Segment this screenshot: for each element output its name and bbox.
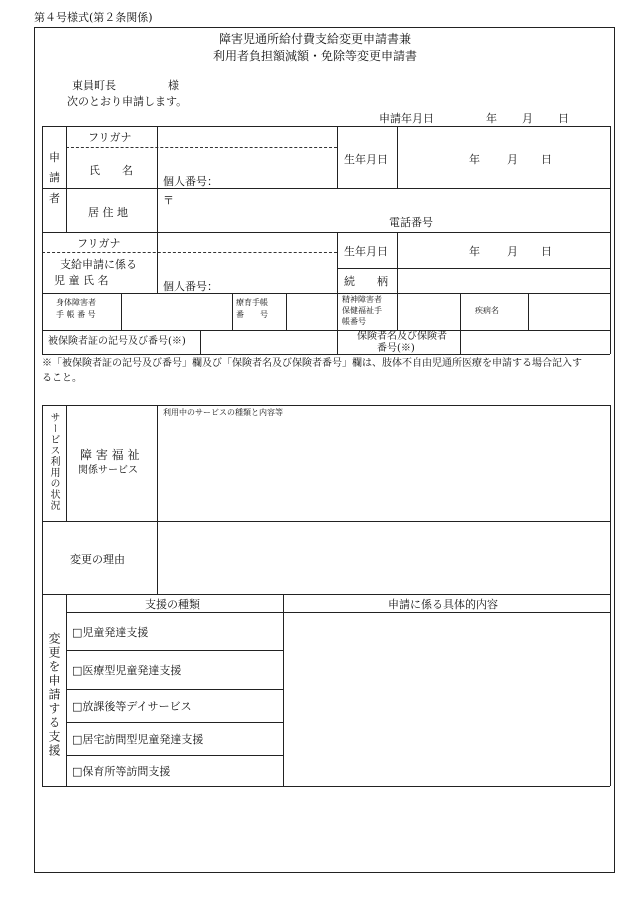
table-left-line bbox=[42, 126, 43, 354]
note-line2: ること。 bbox=[42, 373, 82, 384]
support-section-label: 変更を申請する支援 bbox=[47, 632, 61, 758]
application-day-unit: 日 bbox=[558, 112, 569, 125]
child-relationship-label: 続 柄 bbox=[344, 275, 388, 288]
support-option-5[interactable]: □保育所等訪問支援 bbox=[72, 765, 171, 778]
applicant-birth-day: 日 bbox=[541, 153, 552, 166]
form-number: 第４号様式(第２条関係) bbox=[34, 11, 153, 24]
vline-hb-1 bbox=[121, 293, 122, 330]
service-category-line2: 関係サービス bbox=[78, 465, 138, 476]
line-applicant-furigana bbox=[66, 147, 337, 148]
child-birth-month: 月 bbox=[507, 245, 518, 258]
vline-ins-2 bbox=[337, 330, 338, 354]
applicant-label-3: 者 bbox=[49, 192, 60, 205]
child-birth-year: 年 bbox=[469, 245, 480, 258]
child-furigana-label: フリガナ bbox=[77, 237, 121, 250]
reason-bottom-line bbox=[42, 594, 610, 595]
insurance-card-label: 被保険者証の記号及び番号(※) bbox=[48, 336, 186, 347]
addressee: 東員町長 bbox=[72, 79, 116, 92]
vline-hb-4 bbox=[337, 293, 338, 330]
line-child-furigana bbox=[42, 252, 337, 253]
vline-child-birth-value bbox=[397, 232, 398, 293]
mental-handbook-label-2: 保健福祉手 bbox=[342, 306, 382, 315]
vline-applicant-label bbox=[66, 126, 67, 232]
service-top-line bbox=[42, 405, 610, 406]
vline-hb-2 bbox=[232, 293, 233, 330]
applicant-phone-label: 電話番号 bbox=[389, 216, 433, 229]
honorific: 様 bbox=[168, 79, 179, 92]
rehab-handbook-label-2: 番 号 bbox=[236, 310, 268, 319]
application-month-unit: 月 bbox=[522, 112, 533, 125]
support-option-2[interactable]: □医療型児童発達支援 bbox=[72, 664, 182, 677]
support-type-header: 支援の種類 bbox=[145, 598, 200, 611]
service-bottom-line bbox=[42, 521, 610, 522]
vline-applicant-birth bbox=[337, 126, 338, 188]
applicant-birth-month: 月 bbox=[507, 153, 518, 166]
line-name-bottom bbox=[42, 188, 610, 189]
vline-support-detail bbox=[283, 594, 284, 786]
vline-hb-3 bbox=[286, 293, 287, 330]
applicant-address-label: 居 住 地 bbox=[88, 206, 128, 219]
child-name-label-2: 児 童 氏 名 bbox=[54, 274, 109, 287]
child-name-label-1: 支給申請に係る bbox=[60, 258, 137, 271]
lower-left-line bbox=[42, 405, 43, 786]
table-top-line bbox=[42, 126, 610, 127]
applicant-label-2: 請 bbox=[49, 171, 60, 184]
rehab-handbook-label-1: 療育手帳 bbox=[236, 298, 268, 307]
insurer-label-2: 番号(※) bbox=[377, 343, 415, 354]
support-row-line-4 bbox=[66, 755, 283, 756]
physical-handbook-label-2: 手 帳 番 号 bbox=[56, 310, 96, 319]
service-section-label: サービス利用の状況 bbox=[48, 412, 59, 511]
table-right-line bbox=[610, 126, 611, 354]
child-birth-day: 日 bbox=[541, 245, 552, 258]
applicant-mynumber-label: 個人番号： bbox=[163, 175, 218, 188]
service-category-line1: 障 害 福 祉 bbox=[80, 448, 140, 462]
support-row-line-3 bbox=[66, 722, 283, 723]
mental-handbook-label-3: 帳番号 bbox=[342, 317, 366, 326]
line-insurance-bottom bbox=[42, 354, 610, 355]
support-detail-header: 申請に係る具体的内容 bbox=[388, 598, 498, 611]
vline-hb-7 bbox=[528, 293, 529, 330]
application-year-unit: 年 bbox=[486, 112, 497, 125]
form-title-line1: 障害児通所給付費支給変更申請書兼 bbox=[218, 32, 411, 46]
vline-service-label bbox=[66, 405, 67, 521]
support-row-line-1 bbox=[66, 650, 283, 651]
disease-name-label: 疾病名 bbox=[475, 306, 499, 315]
applicant-birth-year: 年 bbox=[469, 153, 480, 166]
vline-child-birth bbox=[337, 232, 338, 293]
vline-support-label bbox=[66, 594, 67, 786]
insurer-label-1: 保険者名及び保険者 bbox=[357, 331, 447, 342]
mental-handbook-label-1: 精神障害者 bbox=[342, 295, 382, 304]
line-address-bottom bbox=[42, 232, 610, 233]
child-mynumber-label: 個人番号： bbox=[163, 280, 218, 293]
service-content-label: 利用中のサービスの種類と内容等 bbox=[163, 408, 283, 417]
support-row-line-2 bbox=[66, 689, 283, 690]
support-header-line bbox=[66, 612, 610, 613]
lower-right-line bbox=[610, 405, 611, 786]
applicant-label-1: 申 bbox=[49, 151, 60, 164]
support-option-1[interactable]: □児童発達支援 bbox=[72, 626, 149, 639]
applicant-name-label: 氏 名 bbox=[89, 164, 133, 177]
vline-applicant-birth-value bbox=[397, 126, 398, 188]
support-option-3[interactable]: □放課後等デイサービス bbox=[72, 700, 192, 713]
postal-mark: 〒 bbox=[163, 194, 174, 207]
child-birthdate-label: 生年月日 bbox=[344, 245, 388, 258]
line-child-bottom bbox=[42, 293, 610, 294]
support-bottom-line bbox=[42, 786, 610, 787]
vline-label-col bbox=[157, 126, 158, 293]
line-handbook-bottom bbox=[42, 330, 610, 331]
vline-ins-1 bbox=[200, 330, 201, 354]
application-date-label: 申請年月日 bbox=[379, 112, 434, 125]
physical-handbook-label-1: 身体障害者 bbox=[56, 298, 96, 307]
note-line1: ※「被保険者証の記号及び番号」欄及び「保険者名及び保険者番号」欄は、肢体不自由児通所医療を申請する場合記入す bbox=[42, 358, 582, 369]
applicant-furigana-label: フリガナ bbox=[88, 131, 132, 144]
vline-hb-6 bbox=[460, 293, 461, 330]
line-child-birth-bottom bbox=[337, 268, 610, 269]
vline-ins-3 bbox=[460, 330, 461, 354]
applicant-birthdate-label: 生年月日 bbox=[344, 153, 388, 166]
support-option-4[interactable]: □居宅訪問型児童発達支援 bbox=[72, 733, 204, 746]
form-title-line2: 利用者負担額減額・免除等変更申請書 bbox=[212, 49, 417, 63]
vline-hb-5 bbox=[397, 293, 398, 330]
intro-text: 次のとおり申請します。 bbox=[67, 95, 188, 108]
change-reason-label: 変更の理由 bbox=[70, 553, 125, 566]
vline-service-content bbox=[157, 405, 158, 594]
